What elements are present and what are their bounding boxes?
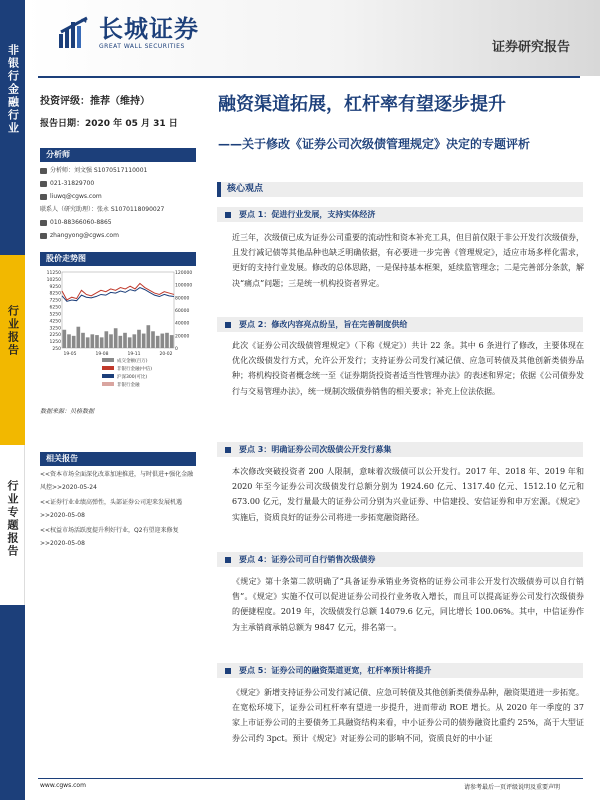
logo-icon bbox=[57, 14, 93, 50]
sidebar-industry bbox=[0, 0, 25, 255]
y-left-tick-label: 4250 bbox=[49, 319, 61, 325]
email-icon bbox=[40, 233, 47, 239]
bullet-square-icon bbox=[225, 212, 231, 218]
y-left-tick-label: 9250 bbox=[49, 284, 61, 290]
point-2-title: 要点 2：修改内容亮点纷呈，旨在完善制度供给 bbox=[239, 320, 408, 329]
analyst-section-label: 分析师 bbox=[40, 148, 196, 162]
sidebar-report-type-label: 行业报告 bbox=[6, 305, 20, 357]
chart-source: 数据来源：贝格数据 bbox=[40, 408, 95, 415]
volume-bar bbox=[86, 337, 90, 348]
volume-bar bbox=[142, 334, 146, 348]
company-logo bbox=[57, 14, 199, 50]
person-icon bbox=[40, 168, 47, 174]
header-divider bbox=[38, 76, 580, 78]
y-left-tick-label: 11250 bbox=[46, 271, 61, 276]
sidebar-industry-label: 非银行金融行业 bbox=[6, 44, 20, 135]
legend-label: 沪深300(可比) bbox=[117, 375, 148, 380]
y-right-tick-label: 0 bbox=[175, 347, 178, 352]
related-report-item[interactable]: <<资本市场全面深化改革加速推进，与时俱进+强化金融风控>>2020-05-24 bbox=[40, 471, 194, 491]
volume-bar bbox=[170, 335, 174, 348]
logo-english: GREAT WALL SECURITIES bbox=[99, 42, 185, 50]
point-3-title: 要点 3：明确证券公司次级债公开发行募集 bbox=[239, 445, 392, 454]
volume-bar bbox=[147, 325, 151, 348]
analyst-info bbox=[40, 164, 196, 242]
y-right-tick-label: 120000 bbox=[175, 271, 193, 276]
report-date: 报告日期：2020 年 05 月 31 日 bbox=[40, 119, 178, 129]
legend-label: 非银行金融 bbox=[117, 383, 140, 388]
volume-bar bbox=[72, 336, 76, 348]
point-5-header bbox=[217, 663, 583, 678]
contact-phone-text: 010-88366060-8865 bbox=[50, 219, 112, 226]
y-left-tick-label: 2250 bbox=[49, 333, 61, 339]
volume-bar bbox=[128, 337, 132, 348]
related-reports bbox=[40, 468, 196, 552]
volume-bar bbox=[63, 330, 67, 348]
point-5-title: 要点 5：证券公司的融资渠道更宽，杠杆率预计将提升 bbox=[239, 666, 432, 675]
volume-bar bbox=[77, 327, 81, 348]
sidebar bbox=[0, 0, 25, 800]
footer-divider bbox=[38, 778, 583, 779]
bullet-square-icon bbox=[225, 322, 231, 328]
bullet-square-icon bbox=[225, 447, 231, 453]
volume-bar bbox=[105, 331, 109, 348]
analyst-email-text: liuwq@cgws.com bbox=[50, 193, 102, 200]
contact-email-text: zhangyong@cgws.com bbox=[50, 232, 119, 239]
volume-bar bbox=[123, 333, 127, 348]
volume-bar bbox=[165, 333, 169, 348]
legend-label: 成交金额(百万) bbox=[117, 359, 148, 364]
chart-section-label: 股价走势图 bbox=[40, 252, 196, 266]
y-left-tick-label: 7250 bbox=[49, 298, 61, 304]
page-header bbox=[25, 0, 600, 76]
y-left-tick-label: 8250 bbox=[49, 291, 61, 297]
bullet-square-icon bbox=[225, 557, 231, 563]
related-section-label: 相关报告 bbox=[40, 452, 196, 466]
sidebar-report-type bbox=[0, 255, 25, 445]
core-views-label: 核心观点 bbox=[217, 182, 583, 197]
point-4-text: 《规定》第十条第二款明确了“具备证券承销业务资格的证券公司非公开发行次级债券可以自行销售”。《规定》实施不仅可以促进证券公司投行业务收入增长，而且可以提高证券公司发行次级债券的便捷程度。2019 年，次级债发行总额 14079.6 亿元，同比增长 100.06%。其中，中信证券作为主承销商承销总额为 9847 亿元，排名第一。 bbox=[232, 577, 584, 632]
volume-bar bbox=[133, 334, 137, 348]
volume-bar bbox=[151, 331, 155, 348]
legend-swatch bbox=[102, 374, 114, 378]
analyst-phone bbox=[40, 177, 196, 190]
report-title: 融资渠道拓展，杠杆率有望逐步提升 bbox=[218, 94, 506, 115]
y-left-tick-label: 10250 bbox=[46, 277, 61, 283]
stock-price-chart bbox=[40, 268, 196, 388]
related-report-item[interactable]: <<权益市场活跃度提升利好行业，Q2有望迎来修复>>2020-05-08 bbox=[40, 527, 179, 547]
point-3-header bbox=[217, 442, 583, 457]
report-type: 证券研究报告 bbox=[491, 40, 570, 55]
footer-disclaimer: 请参考最后一页评级说明及重要声明 bbox=[463, 784, 560, 791]
point-5-text: 《规定》新增支持证券公司发行减记债、应急可转债及其他创新类债券品种，融资渠道进一步拓宽。在宽松环境下，证券公司杠杆率有望进一步提升，进而带动 ROE 增长。从 2020 年一季度的 37 家上市证券公司的主要债务工具融资结构来看，中小证券公司的债券融资比重约 25%，高于大型证券公司约 3pct。预计《规定》对证券公司的影响不同，资质良好的中小证 bbox=[232, 688, 584, 743]
volume-bar bbox=[137, 330, 141, 348]
legend-swatch bbox=[102, 366, 114, 370]
email-icon bbox=[40, 194, 47, 200]
y-left-tick-label: 3250 bbox=[49, 326, 61, 332]
y-right-tick-label: 100000 bbox=[175, 283, 193, 289]
x-tick-label: 19-11 bbox=[127, 352, 141, 357]
chart-svg bbox=[40, 268, 196, 403]
sidebar-report-subtype bbox=[0, 445, 25, 605]
legend-label: 非银行金融(中信) bbox=[117, 367, 153, 372]
volume-bar bbox=[91, 334, 95, 348]
point-1-title: 要点 1：促进行业发展，支持实体经济 bbox=[239, 210, 376, 219]
y-left-tick-label: 5250 bbox=[49, 312, 61, 318]
contact-phone bbox=[40, 216, 196, 229]
point-4-header bbox=[217, 552, 583, 567]
phone-icon bbox=[40, 181, 47, 187]
y-right-tick-label: 40000 bbox=[175, 321, 190, 327]
point-2-header bbox=[217, 317, 583, 332]
y-right-tick-label: 60000 bbox=[175, 309, 190, 314]
x-tick-label: 20-02 bbox=[159, 352, 173, 357]
point-4-title: 要点 4：证券公司可自行销售次级债券 bbox=[239, 555, 376, 564]
volume-bar bbox=[100, 337, 104, 348]
analyst-name bbox=[40, 164, 196, 177]
y-left-tick-label: 1250 bbox=[49, 340, 61, 346]
analyst-phone-text: 021-31829700 bbox=[50, 180, 95, 187]
related-report-item[interactable]: <<证券行业业绩高弹性，头部证券公司迎来发展机遇>>2020-05-08 bbox=[40, 499, 183, 519]
report-subtitle: ——关于修改《证券公司次级债管理规定》决定的专题评析 bbox=[218, 137, 531, 151]
footer-url[interactable]: www.cgws.com bbox=[40, 782, 86, 789]
investment-rating: 投资评级：推荐（维持） bbox=[40, 96, 150, 107]
volume-bar bbox=[95, 335, 99, 348]
volume-bar bbox=[81, 333, 85, 348]
y-right-tick-label: 20000 bbox=[175, 334, 190, 340]
analyst-email[interactable] bbox=[40, 190, 196, 203]
sidebar-footer-block bbox=[0, 605, 25, 800]
analyst-name-text: 分析师：刘文强 S1070517110001 bbox=[50, 167, 148, 174]
phone-icon bbox=[40, 220, 47, 226]
point-1-text: 近三年，次级债已成为证券公司重要的流动性和资本补充工具，但目前仅限于非公开发行次级债券，且发行减记债等其他品种也缺乏明确依据，有必要进一步完善《管理规定》，适应市场多样化需求，更好的支持行业发展。修改的总体思路，一是保持基本框架，延续监管理念；二是完善部分条款，解决“痛点”问题；三是统一机构投资者界定。 bbox=[232, 233, 584, 288]
sidebar-report-subtype-label: 行业专题报告 bbox=[6, 480, 19, 558]
contact-name bbox=[40, 203, 196, 216]
legend-swatch bbox=[102, 382, 114, 386]
y-right-tick-label: 80000 bbox=[175, 296, 190, 302]
volume-bar bbox=[109, 334, 113, 348]
volume-bar bbox=[156, 336, 160, 348]
point-3-text: 本次修改突破投资者 200 人限制，意味着次级债可以公开发行。2017 年、2018 年、2019 年和 2020 年至今证券公司次级债发行总额分别为 1924.60 亿元、1317.40 亿元、1512.10 亿元和 673.00 亿元，发行量最大的证券公司分别为兴业证券、中信建投、安信证券和申万宏源。《规定》实施后，资质良好的证券公司将进一步拓宽融资路径。 bbox=[232, 467, 584, 522]
volume-bar bbox=[161, 334, 165, 348]
legend-swatch bbox=[102, 358, 114, 362]
y-left-tick-label: 6250 bbox=[49, 305, 61, 311]
volume-bar bbox=[67, 334, 71, 348]
y-left-tick-label: 250 bbox=[52, 347, 61, 352]
contact-email[interactable] bbox=[40, 229, 196, 242]
logo-chinese: 长城证券 bbox=[99, 13, 199, 43]
bullet-square-icon bbox=[225, 668, 231, 674]
x-tick-label: 19-08 bbox=[95, 352, 109, 357]
volume-bar bbox=[119, 336, 123, 348]
point-1-header bbox=[217, 207, 583, 222]
contact-name-text: 联系人（研究助理）：张永 S1070118090027 bbox=[40, 206, 165, 213]
volume-bar bbox=[114, 328, 118, 348]
x-tick-label: 19-05 bbox=[63, 352, 77, 357]
point-2-text: 此次《证券公司次级债管理规定》（下称《规定》）共计 22 条。其中 6 条进行了修改，主要体现在优化次级债发行方式，允许公开发行；支持证券公司发行减记债、应急可转债及其他创新类债券品种；将机构投资者概念统一至《证券期货投资者适当性管理办法》的表述和界定；依据《公司债券发行与交易管理办法》，统一规制次级债券销售的相关要求；补充上位法依据。 bbox=[232, 341, 584, 396]
